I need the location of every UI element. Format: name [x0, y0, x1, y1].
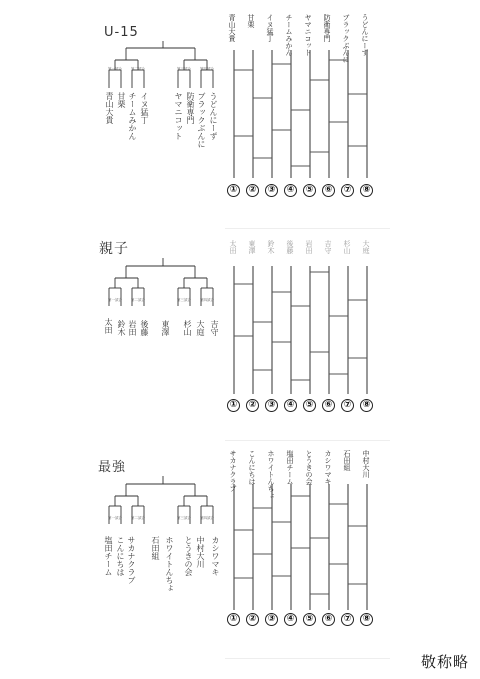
bracket-team: 後藤 [140, 320, 149, 336]
match-label: 第二試合 [131, 516, 145, 520]
ladder-number: ⑧ [360, 613, 373, 626]
match-label: 第二試合 [131, 298, 145, 302]
ladder-number: ⑧ [360, 184, 373, 197]
divider [225, 658, 390, 659]
ladder-name: サカナクラブ [229, 450, 237, 492]
divider [225, 440, 390, 441]
match-label: 第四試合 [200, 516, 214, 520]
ladder-name: 鈴木 [267, 240, 275, 254]
bracket-team: 中村大川 [196, 536, 205, 568]
ladder-number: ⑧ [360, 399, 373, 412]
ladder-number: ⑤ [303, 184, 316, 197]
ladder-name: 甘栗 [247, 14, 255, 28]
section-title: 最強 [98, 460, 127, 475]
section-title: U-15 [104, 25, 139, 40]
bracket-team: 防衛専門 [186, 92, 195, 124]
ladder-number: ② [246, 399, 259, 412]
ladder-name: 塩田チーム [286, 450, 294, 485]
ladder-number: ⑤ [303, 613, 316, 626]
ladder-name: こんにちは [248, 450, 256, 485]
bracket-team: 吉守 [210, 320, 219, 336]
ladder-name: とうきの会 [305, 450, 313, 485]
ladder-number: ① [227, 184, 240, 197]
honorifics-omitted-note: 敬称略 [421, 653, 470, 671]
ladder-number: ⑦ [341, 613, 354, 626]
ladder-number: ⑥ [322, 399, 335, 412]
bracket-team: 塩田チーム [104, 536, 113, 576]
ladder-name: 防衛専門 [323, 14, 331, 42]
ladder-name: 太田 [229, 240, 237, 254]
match-label: 第三試合 [177, 298, 191, 302]
ladder-number: ③ [265, 184, 278, 197]
ladder-name: カシワマキ [324, 450, 332, 485]
section-title: 親子 [99, 241, 129, 257]
bracket-team: 太田 [104, 318, 113, 334]
ladder-number: ① [227, 399, 240, 412]
match-label: 第四試合 [200, 298, 214, 302]
ladder-number: ④ [284, 399, 297, 412]
ladder-number: ② [246, 184, 259, 197]
ladder-number: ⑦ [341, 399, 354, 412]
ladder-number: ① [227, 613, 240, 626]
amidakuji-ladder [225, 484, 385, 614]
bracket-team: イヌ猛丁 [140, 92, 149, 124]
bracket-team: ヤマニコット [174, 92, 183, 140]
bracket-team: 青山大貴 [105, 92, 114, 124]
ladder-name: 石田組 [343, 450, 351, 471]
match-label: 第一試合 [108, 516, 122, 520]
ladder-number: ② [246, 613, 259, 626]
divider [225, 228, 390, 229]
match-label: 第三試合 [177, 516, 191, 520]
ladder-name: 東澤 [248, 240, 256, 254]
ladder-number: ③ [265, 613, 278, 626]
match-label: 第三試合 [177, 67, 191, 71]
match-label: 第一試合 [108, 298, 122, 302]
bracket-team: 鈴木 [117, 320, 126, 336]
match-label: 第四試合 [200, 67, 214, 71]
bracket-team: 大庭 [196, 320, 205, 336]
ladder-number: ④ [284, 613, 297, 626]
ladder-number: ④ [284, 184, 297, 197]
ladder-name: ホワイトんちょ [267, 450, 275, 499]
ladder-number: ⑥ [322, 613, 335, 626]
ladder-name: うどんにーず [361, 14, 369, 56]
ladder-number: ⑤ [303, 399, 316, 412]
ladder-name: ブラックぶんに [342, 14, 350, 63]
ladder-name: 大庭 [362, 240, 370, 254]
ladder-name: 吉守 [324, 240, 332, 254]
ladder-number: ⑦ [341, 184, 354, 197]
bracket-team: ブラックぶんに [197, 92, 206, 148]
ladder-number: ⑥ [322, 184, 335, 197]
ladder-name: イヌ猛丁 [266, 14, 274, 42]
bracket-team: うどんにーず [209, 92, 218, 140]
match-label: 第一試合 [108, 67, 122, 71]
ladder-name: チームみかん [285, 14, 293, 56]
bracket-team: チームみかん [128, 92, 137, 140]
ladder-name: 杉山 [343, 240, 351, 254]
ladder-name: 後藤 [286, 240, 294, 254]
ladder-name: 岩田 [305, 240, 313, 254]
ladder-name: ヤマニコット [304, 14, 312, 56]
bracket-team: 東澤 [161, 320, 170, 336]
bracket-team: カシワマキ [211, 536, 220, 576]
bracket-team: 石田組 [151, 536, 160, 560]
bracket-team: 岩田 [128, 320, 137, 336]
bracket-team: とうきの会 [184, 536, 193, 576]
bracket-team: 杉山 [183, 320, 192, 336]
bracket-team: ホワイトんちょ [165, 536, 174, 592]
ladder-name: 青山大貴 [228, 14, 236, 42]
ladder-number: ③ [265, 399, 278, 412]
bracket-team: こんにちは [116, 536, 125, 576]
match-label: 第二試合 [131, 67, 145, 71]
bracket-team: サカナクラブ [127, 536, 136, 584]
ladder-name: 中村大川 [362, 450, 370, 478]
bracket-team: 甘栗 [117, 92, 126, 108]
